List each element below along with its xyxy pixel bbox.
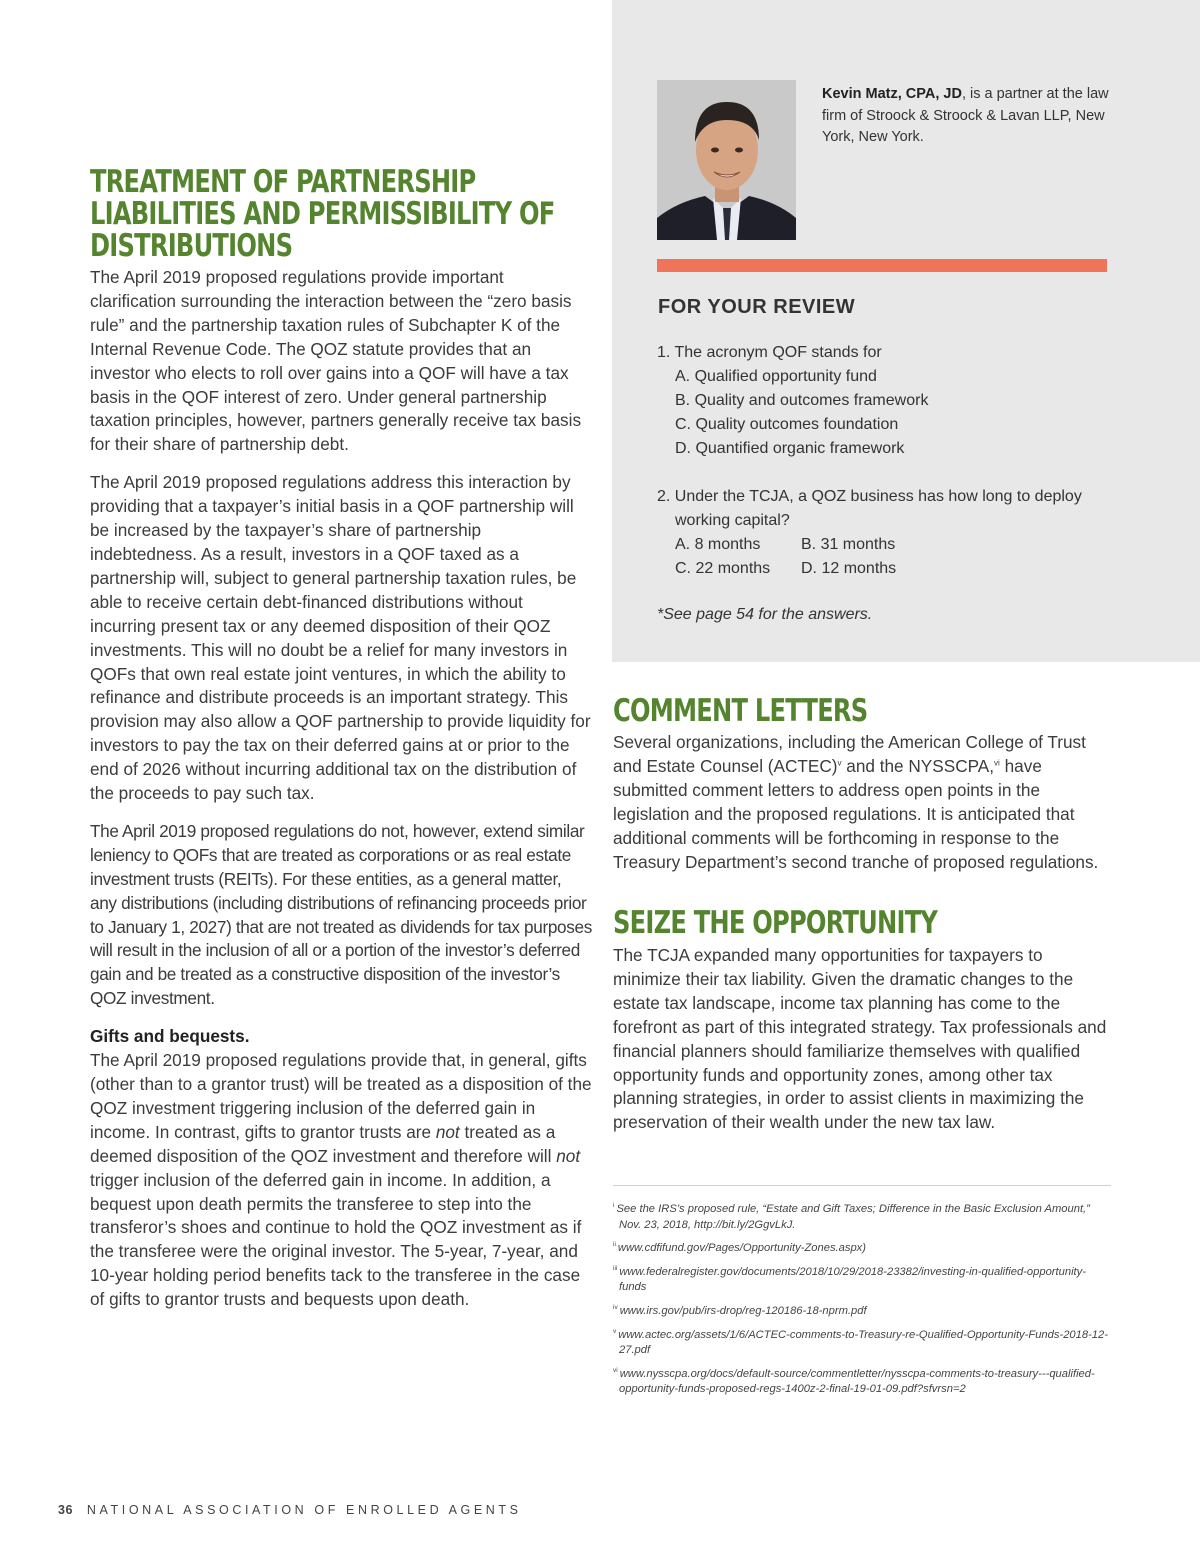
- publication-name: NATIONAL ASSOCIATION OF ENROLLED AGENTS: [86, 1503, 522, 1517]
- footnote-mark: i: [613, 1202, 615, 1210]
- page-number: 36: [58, 1503, 73, 1517]
- text-run: Several organizations, including the American College of Trust and Estate Counsel (ACTEC): [613, 732, 1086, 776]
- heading-line: DISTRIBUTIONS: [90, 228, 293, 264]
- footnote-text: See the IRS’s proposed rule, “Estate and Gift Taxes; Difference in the Basic Exclusion Amount,” Nov. 23, 2018, http://bit.ly/2GgvLkJ.: [616, 1203, 1090, 1231]
- subheading-gifts: Gifts and bequests.: [90, 1026, 250, 1047]
- question-2-options-row: [657, 533, 1107, 557]
- review-answers-note: *See page 54 for the answers.: [657, 606, 873, 623]
- footnote: [613, 1265, 1111, 1296]
- question-1-option: A. Qualified opportunity fund: [675, 368, 877, 385]
- footnote-mark: iv: [613, 1304, 618, 1312]
- body-paragraph: The April 2019 proposed regulations address this interaction by providing that a taxpayer’s initial basis in a QOF partnership will be increased by the taxpayer’s share of partnership indebtedness. As a result, investors in a QOF taxed as a partnership will, subject to general partnership taxation rules, be able to receive certain debt-financed distributions without incurring present tax or any deemed disposition of their QOZ investments. This will no doubt be a relief for many investors in QOFs that own real estate joint ventures, in which the ability to refinance and distribute proceeds is an important strategy. This provision may also allow a QOF partnership to provide liquidity for investors to pay the tax on their deferred gains at or prior to the end of 2026 without incurring additional tax on the distribution of the proceeds to pay such tax.: [90, 472, 591, 804]
- body-paragraph: The April 2019 proposed regulations provide important clarification surrounding the interaction between the “zero basis rule” and the partnership taxation rules of Subchapter K of the Internal Revenue Code. The QOZ statute provides that an investor who elects to roll over gains into a QOF will have a tax basis in the QOF interest of zero. Under general partnership taxation principles, however, partners generally receive tax basis for their share of partnership debt.: [90, 267, 582, 455]
- footnote-text: www.cdfifund.gov/Pages/Opportunity-Zones.aspx): [617, 1242, 867, 1255]
- body-paragraph: The April 2019 proposed regulations do not, however, extend similar leniency to QOFs that are treated as corporations or as real estate investment trusts (REITs). For these entities, as a general matter, any distributions (including distributions of refinancing proceeds prior to January 1, 2027) that are not treated as dividends for tax purposes will result in the inclusion of all or a portion of the investor’s deferred gain and be treated as a constructive disposition of the investor’s QOZ investment.: [90, 820, 592, 1009]
- accent-divider: [657, 259, 1107, 272]
- footnote-text: www.federalregister.gov/documents/2018/10/29/2018-23382/investing-in-qualified-opportunity-funds: [619, 1265, 1086, 1294]
- heading-line: TREATMENT OF PARTNERSHIP: [90, 164, 476, 200]
- body-paragraph: [90, 1049, 592, 1312]
- question-2: [657, 485, 1107, 581]
- footnote-mark: ii: [613, 1241, 616, 1249]
- heading-line: LIABILITIES AND PERMISSIBILITY OF: [90, 196, 555, 232]
- footnote-text: www.irs.gov/pub/irs-drop/reg-120186-18-nprm.pdf: [619, 1304, 867, 1317]
- footnote: [613, 1304, 1111, 1320]
- footnote-ref: v: [837, 758, 842, 768]
- text-run: treated as a deemed disposition of the QOZ investment and therefore will: [90, 1121, 557, 1166]
- question-1: [657, 341, 1107, 461]
- page-footer: [58, 1503, 522, 1517]
- author-bio: [822, 84, 1112, 149]
- question-1-option: D. Quantified organic framework: [675, 440, 905, 457]
- section-heading-seize-opportunity: SEIZE THE OPPORTUNITY: [613, 905, 938, 941]
- review-title: FOR YOUR REVIEW: [658, 296, 856, 318]
- author-photo: [657, 80, 796, 240]
- footnote-mark: vi: [613, 1367, 618, 1375]
- footnote: [613, 1202, 1111, 1233]
- question-2-text-cont: working capital?: [675, 512, 790, 529]
- text-run: The April 2019 proposed regulations provide that, in general, gifts (other than to a grantor trust) will be treated as a disposition of the QOZ investment triggering inclusion of the deferred gain in income. In contrast, gifts to grantor trusts are: [90, 1050, 592, 1142]
- footnote-mark: v: [613, 1327, 617, 1335]
- question-2-text: 2. Under the TCJA, a QOZ business has how long to deploy: [657, 488, 1082, 505]
- section-heading-partnership: [90, 166, 554, 262]
- body-paragraph: [613, 731, 1108, 874]
- body-paragraph: The TCJA expanded many opportunities for taxpayers to minimize their tax liability. Given the dramatic changes to the estate tax landscape, income tax planning has come to the forefront as part of this integrated strategy. Tax professionals and financial planners should familiarize themselves with qualified opportunity funds and opportunity zones, among other tax planning strategies, in order to assist clients in maximizing the preservation of their wealth under the new tax law.: [613, 945, 1107, 1133]
- article-left-column: [90, 266, 592, 1326]
- question-1-option: C. Quality outcomes foundation: [675, 416, 899, 433]
- question-2-option: B. 31 months: [801, 536, 896, 553]
- question-2-option: D. 12 months: [801, 560, 897, 577]
- person-portrait-icon: [657, 80, 796, 240]
- footnotes: [613, 1202, 1111, 1406]
- footnote-text: www.nysscpa.org/docs/default-source/commentletter/nysscpa-comments-to-treasury---qualified-opportunity-funds-proposed-regs-1400z-2-final-19-01-09.pdf?sfvrsn=2: [619, 1367, 1095, 1396]
- question-2-option: C. 22 months: [675, 560, 771, 577]
- question-1-text: 1. The acronym QOF stands for: [657, 344, 882, 361]
- comment-letters-text: [613, 731, 1108, 874]
- footnote: [613, 1367, 1111, 1398]
- review-questions: [657, 341, 1107, 581]
- footnote: [613, 1328, 1111, 1359]
- question-2-option: A. 8 months: [675, 536, 761, 553]
- footnote-divider: [613, 1185, 1111, 1186]
- question-1-option: B. Quality and outcomes framework: [675, 392, 929, 409]
- emphasis: not: [435, 1121, 460, 1142]
- text-run: and the NYSSCPA,: [841, 755, 995, 776]
- footnote-mark: iii: [613, 1265, 618, 1273]
- question-2-options-row: [657, 557, 1107, 581]
- text-run: trigger inclusion of the deferred gain in income. In addition, a bequest upon death permits the transferee to step into the transferor’s shoes and continue to hold the QOZ investment as if the transferee were the original investor. The 5-year, 7-year, and 10-year holding period benefits tack to the transferee in the case of gifts to grantor trusts and bequests upon death.: [90, 1169, 582, 1310]
- emphasis: not: [556, 1145, 581, 1166]
- section-heading-comment-letters: COMMENT LETTERS: [613, 693, 868, 729]
- author-name: Kevin Matz, CPA, JD: [822, 86, 962, 102]
- text-run: have submitted comment letters to address open points in the legislation and the proposed regulations. It is anticipated that additional comments will be forthcoming in response to the Treasury Department’s second tranche of proposed regulations.: [613, 755, 1099, 872]
- author-bio-text: , is a partner at the law firm of Stroock & Stroock & Lavan LLP, New York, New York.: [822, 86, 1109, 145]
- footnote-text: www.actec.org/assets/1/6/ACTEC-comments-to-Treasury-re-Qualified-Opportunity-Funds-2018-12-27.pdf: [618, 1328, 1108, 1357]
- footnote: [613, 1241, 1111, 1257]
- seize-opportunity-text: [613, 944, 1108, 1135]
- footnote-ref: vi: [994, 758, 1000, 768]
